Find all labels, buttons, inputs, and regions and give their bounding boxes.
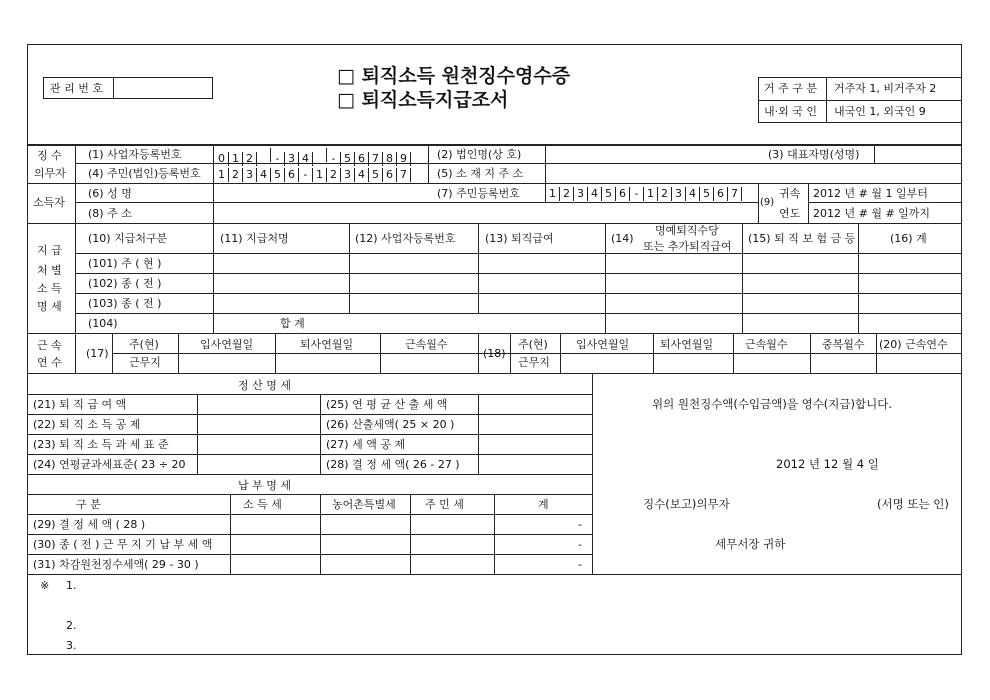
- digit-cell: 2: [229, 168, 243, 182]
- payment-header-rural-tax: 농어촌특별세: [332, 498, 396, 511]
- service-side-label-2: 연 수: [37, 356, 62, 369]
- name-label: (6) 성 명: [88, 187, 132, 200]
- attribution-sub1: 귀속: [779, 187, 801, 200]
- digit-cell: 1: [644, 187, 658, 201]
- calc-tax-credit: (27) 세 액 공 제: [326, 438, 406, 451]
- residency-value: 거주자 1, 비거주자 2: [834, 82, 937, 95]
- period-to: 2012 년 # 월 # 일까지: [813, 207, 931, 220]
- payer-side-label-3: 소 득: [37, 282, 62, 295]
- calc-title: 정 산 명 세: [238, 379, 291, 392]
- payer-side-label-4: 명 세: [37, 300, 62, 313]
- digit-cell: [257, 148, 271, 162]
- business-reg-no-label: (1) 사업자등록번호: [88, 148, 182, 161]
- digit-cell: 9: [397, 152, 411, 166]
- payer-row-current: (101) 주 ( 현 ): [88, 257, 162, 270]
- header-honorary-2: 또는 추가퇴직급여: [643, 240, 732, 253]
- digit-cell: -: [299, 168, 313, 182]
- resident-corp-no[interactable]: [215, 168, 411, 182]
- payer-total-text: 합 계: [280, 317, 305, 330]
- receipt-signature: (서명 또는 인): [877, 497, 949, 511]
- management-number-label: 관 리 번 호: [50, 82, 103, 95]
- digit-cell: 1: [229, 152, 243, 166]
- header-honorary-no: (14): [611, 232, 634, 245]
- header-payer-type: (10) 지급처구분: [88, 232, 168, 245]
- service-prev-no: (18): [483, 347, 506, 360]
- payment-row-final-total: -: [578, 518, 582, 531]
- digit-cell: 2: [658, 187, 672, 201]
- header-retirement-pay: (13) 퇴직급여: [485, 232, 554, 245]
- service-current-workplace: 근무지: [129, 356, 161, 369]
- receipt-date: 2012 년 12 월 4 일: [776, 457, 879, 471]
- digit-cell: 3: [574, 187, 588, 201]
- note-1: 1.: [66, 579, 77, 592]
- digit-cell: 1: [215, 168, 229, 182]
- service-overlap-months: 중복월수: [822, 338, 865, 351]
- header-honorary-1: 명예퇴직수당: [655, 224, 719, 237]
- digit-cell: 7: [728, 187, 742, 201]
- digit-cell: 5: [369, 168, 383, 182]
- service-join-date: 입사연월일: [200, 338, 254, 351]
- attribution-label: (9): [760, 197, 775, 208]
- resident-no[interactable]: [546, 187, 742, 201]
- digit-cell: [313, 148, 327, 162]
- service-side-label-1: 근 속: [37, 339, 62, 352]
- digit-cell: 1: [313, 168, 327, 182]
- service-prev-label: 주(현): [518, 338, 548, 351]
- note-2: 2.: [66, 619, 77, 632]
- withholder-side-label-1: 징 수: [37, 149, 62, 162]
- digit-cell: 5: [700, 187, 714, 201]
- digit-cell: 5: [271, 168, 285, 182]
- digit-cell: 4: [355, 168, 369, 182]
- digit-cell: 6: [616, 187, 630, 201]
- resident-corp-no-label: (4) 주민(법인)등록번호: [88, 167, 201, 180]
- nationality-value: 내국인 1, 외국인 9: [834, 105, 926, 118]
- recipient-side-label: 소득자: [33, 196, 65, 209]
- calc-computed-tax: (26) 산출세액( 25 × 20 ): [326, 418, 455, 431]
- payment-header-resident-tax: 주 민 세: [425, 498, 464, 511]
- recipient-address-label: (8) 주 소: [88, 207, 132, 220]
- representative-label: (3) 대표자명(성명): [768, 148, 860, 161]
- calc-deduction: (22) 퇴 직 소 득 공 제: [33, 418, 141, 431]
- digit-cell: 4: [686, 187, 700, 201]
- digit-cell: 2: [327, 168, 341, 182]
- payment-header-total: 계: [538, 498, 549, 511]
- digit-cell: 2: [560, 187, 574, 201]
- service-prev-workplace: 근무지: [518, 356, 550, 369]
- note-3: 3.: [66, 639, 77, 652]
- receipt-statement: 위의 원천징수액(수입금액)을 영수(지급)합니다.: [652, 397, 892, 411]
- residency-label: 거 주 구 분: [764, 82, 817, 95]
- payer-total-label: (104): [88, 317, 118, 330]
- payment-row-final: (29) 결 정 세 액 ( 28 ): [33, 518, 146, 531]
- receipt-withholder: 징수(보고)의무자: [643, 497, 730, 511]
- calc-tax-base: (23) 퇴 직 소 득 과 세 표 준: [33, 438, 169, 451]
- payment-row-prepaid: (30) 종 ( 전 ) 근 무 지 기 납 부 세 액: [33, 538, 213, 551]
- calc-avg-tax: (25) 연 평 균 산 출 세 액: [326, 398, 448, 411]
- header-payer-name: (11) 지급처명: [220, 232, 289, 245]
- digit-cell: 4: [588, 187, 602, 201]
- address-label: (5) 소 재 지 주 소: [437, 167, 524, 180]
- payment-header-income-tax: 소 득 세: [243, 498, 282, 511]
- payer-side-label-2: 처 별: [37, 264, 62, 277]
- payment-header-category: 구 분: [76, 498, 101, 511]
- digit-cell: -: [327, 152, 341, 166]
- digit-cell: 4: [299, 152, 313, 166]
- corp-name-label: (2) 법인명(상 호): [437, 148, 522, 161]
- digit-cell: -: [271, 152, 285, 166]
- service-prev-months: 근속월수: [745, 338, 788, 351]
- service-years: (20) 근속연수: [879, 338, 948, 351]
- calc-final-tax: (28) 결 정 세 액( 26 - 27 ): [326, 458, 460, 471]
- service-current-label: 주(현): [129, 338, 159, 351]
- digit-cell: 3: [341, 168, 355, 182]
- digit-cell: 6: [285, 168, 299, 182]
- header-insurance: (15) 퇴 직 보 험 금 등: [748, 232, 856, 245]
- payment-title: 납 부 명 세: [238, 479, 291, 492]
- calc-retirement-pay: (21) 퇴 직 급 여 액: [33, 398, 127, 411]
- header-payer-reg-no: (12) 사업자등록번호: [355, 232, 456, 245]
- digit-cell: 3: [672, 187, 686, 201]
- digit-cell: 6: [355, 152, 369, 166]
- service-current-no: (17): [86, 347, 109, 360]
- digit-cell: -: [630, 187, 644, 201]
- notes-mark: ※: [40, 579, 50, 592]
- digit-cell: 8: [383, 152, 397, 166]
- digit-cell: 6: [714, 187, 728, 201]
- nationality-label: 내·외 국 인: [764, 105, 817, 118]
- payer-side-label-1: 지 급: [37, 244, 62, 257]
- attribution-sub2: 연도: [779, 207, 801, 220]
- digit-cell: 6: [383, 168, 397, 182]
- service-prev-join: 입사연월일: [576, 338, 630, 351]
- period-from: 2012 년 # 월 1 일부터: [813, 187, 928, 200]
- digit-cell: 7: [397, 168, 411, 182]
- payment-row-net-total: -: [578, 558, 582, 571]
- withholder-side-label-2: 의무자: [34, 167, 66, 180]
- payer-row-prev-1: (102) 종 ( 전 ): [88, 277, 162, 290]
- header-total: (16) 계: [890, 232, 927, 245]
- form-title-receipt: □ 퇴직소득 원천징수영수증: [337, 65, 571, 87]
- digit-cell: 0: [215, 152, 229, 166]
- service-months: 근속월수: [405, 338, 448, 351]
- digit-cell: 3: [285, 152, 299, 166]
- digit-cell: 5: [341, 152, 355, 166]
- resident-no-label: (7) 주민등록번호: [437, 187, 520, 200]
- receipt-tax-office: 세무서장 귀하: [715, 537, 786, 551]
- form-title-statement: □ 퇴직소득지급조서: [337, 89, 509, 111]
- service-leave-date: 퇴사연월일: [300, 338, 354, 351]
- digit-cell: 2: [243, 152, 257, 166]
- payment-row-net: (31) 차감원천징수세액( 29 - 30 ): [33, 558, 199, 571]
- calc-avg-tax-base: (24) 연평균과세표준( 23 ÷ 20: [33, 458, 186, 471]
- business-reg-no[interactable]: [215, 148, 411, 166]
- payer-row-prev-2: (103) 종 ( 전 ): [88, 297, 162, 310]
- payment-row-prepaid-total: -: [578, 538, 582, 551]
- digit-cell: 1: [546, 187, 560, 201]
- service-prev-leave: 퇴사연월일: [660, 338, 714, 351]
- digit-cell: 7: [369, 152, 383, 166]
- digit-cell: 4: [257, 168, 271, 182]
- digit-cell: 3: [243, 168, 257, 182]
- digit-cell: 5: [602, 187, 616, 201]
